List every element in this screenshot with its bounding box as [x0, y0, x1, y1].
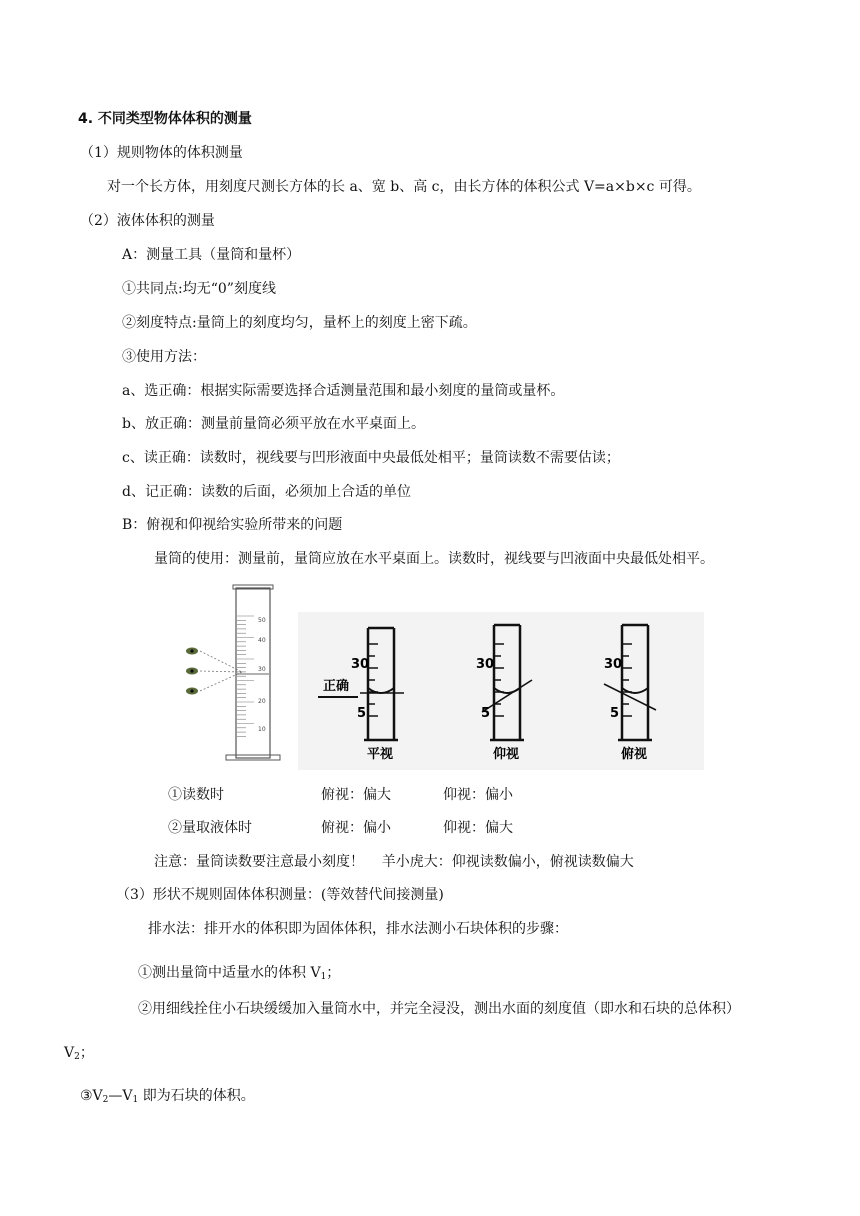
sec2-a-title: A：测量工具（量筒和量杯）: [122, 247, 301, 263]
correct-label: 正确: [323, 679, 350, 694]
sec2-b-body: 量筒的使用：测量前，量筒应放在水平桌面上。读数时，视线要与凹液面中央最低处相平。: [154, 551, 714, 567]
sec3-step-3-sub-b: 1: [132, 1095, 139, 1105]
sec2-step-b: b、放正确：测量前量筒必须平放在水平桌面上。: [122, 416, 425, 432]
eye-icon: [186, 648, 198, 695]
scale-30-2: 30: [476, 657, 495, 672]
scale-30-1: 30: [351, 657, 370, 672]
sec3-step-2-v: V: [64, 1045, 75, 1061]
sec3-step-1: [138, 963, 340, 987]
table-row-2-downward: 俯视：偏小: [321, 820, 391, 836]
sec3-step-3-end: 即为石块的体积。: [138, 1088, 255, 1104]
panel-label-level: 平视: [367, 747, 394, 762]
sec3-intro: 排水法：排开水的体积即为固体体积，排水法测小石块体积的步骤：: [148, 921, 568, 937]
sec2-step-a: a、选正确：根据实际需要选择合适测量范围和最小刻度的量筒或量杯。: [122, 383, 565, 399]
cyl-tick-10: 10: [258, 726, 266, 733]
sec3-step-2-sub: 2: [74, 1052, 80, 1062]
sec2-point-2: ②刻度特点:量筒上的刻度均匀，量杯上的刻度上密下疏。: [122, 315, 477, 331]
sec3-step-1-sub: 1: [320, 972, 327, 982]
table-row-2-upward: 仰视：偏大: [443, 820, 513, 836]
sec2-step-c: c、读正确：读数时，视线要与凹形液面中央最低处相平；量筒读数不需要估读；: [122, 450, 620, 466]
sec3-step-3: [80, 1086, 255, 1110]
scale-5-3: 5: [610, 706, 620, 721]
sec1-title: （1）规则物体的体积测量: [80, 145, 243, 161]
cyl-tick-50: 50: [258, 617, 266, 624]
panel-label-upward: 仰视: [493, 747, 520, 762]
sec2-b-title: B：俯视和仰视给实验所带来的问题: [122, 517, 343, 533]
sec2-step-d: d、记正确：读数的后面，必须加上合适的单位: [122, 484, 411, 500]
note: 注意：量筒读数要注意最小刻度！ 羊小虎大：仰视读数偏小，俯视读数偏大: [154, 854, 634, 870]
sec2-point-1: ①共同点:均无“0”刻度线: [122, 281, 276, 297]
section-heading: 4. 不同类型物体体积的测量: [78, 111, 252, 127]
scale-30-3: 30: [604, 657, 623, 672]
sec3-step-3-a: ③V: [80, 1088, 103, 1104]
panel-label-downward: 俯视: [621, 747, 648, 762]
sec2-title: （2）液体体积的测量: [80, 213, 215, 229]
sec1-body: 对一个长方体，用刻度尺测长方体的长 a、宽 b、高 c，由长方体的体积公式 V=a×b×c 可得。: [107, 179, 701, 195]
sec3-step-2-end: ；: [79, 1045, 94, 1061]
measuring-cylinder-figure: [180, 580, 710, 780]
sec2-point-3: ③使用方法：: [122, 349, 206, 365]
table-row-1-label: ①读数时: [168, 787, 224, 803]
sec3-step-2: ②用细线拴住小石块缓缓加入量筒水中，并完全浸没，测出水面的刻度值（即水和石块的总体积）: [138, 1001, 740, 1017]
scale-5-2: 5: [481, 706, 491, 721]
cyl-tick-40: 40: [258, 637, 266, 644]
cyl-tick-20: 20: [258, 698, 266, 705]
sec3-step-3-mid: —V: [108, 1088, 133, 1104]
table-row-1-downward: 俯视：偏大: [321, 787, 391, 803]
sec3-title: （3）形状不规则固体体积测量：(等效替代间接测量): [116, 887, 444, 903]
sec3-step-3-sub-a: 2: [102, 1095, 109, 1105]
sec3-step-2-cont: [64, 1043, 94, 1067]
cyl-tick-30: 30: [258, 666, 266, 673]
left-cylinder: [226, 585, 280, 760]
table-row-2-label: ②量取液体时: [168, 820, 252, 836]
scale-5-1: 5: [357, 706, 367, 721]
sec3-step-1-text: ①测出量筒中适量水的体积 V: [138, 965, 321, 981]
sec3-step-1-end: ；: [326, 965, 341, 981]
table-row-1-upward: 仰视：偏小: [443, 787, 513, 803]
